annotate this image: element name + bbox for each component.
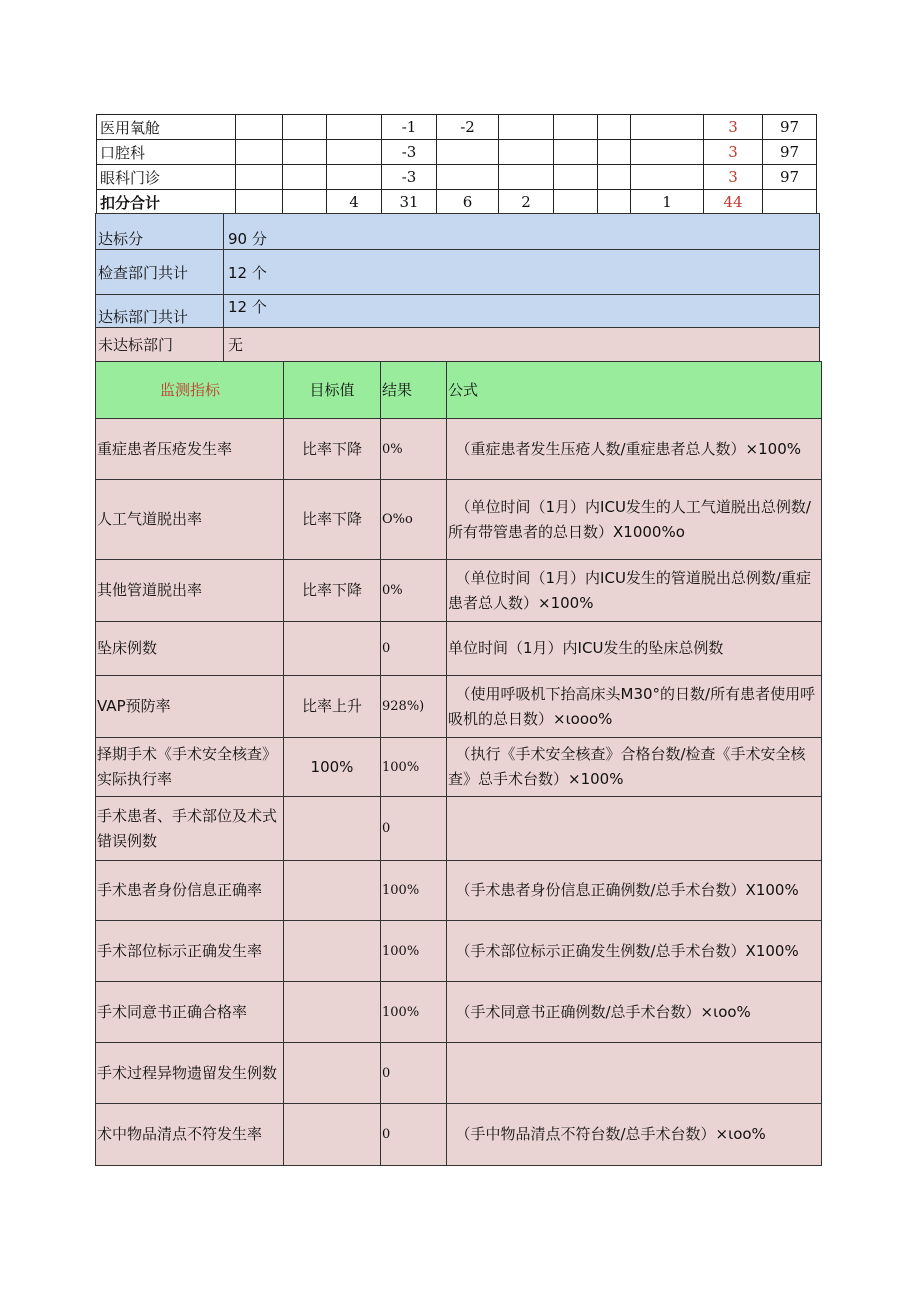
score-dept: 口腔科 (97, 140, 236, 165)
score-cell (631, 115, 704, 140)
indicator-row (96, 738, 822, 797)
indicator-row (96, 419, 822, 480)
indicator-row (96, 797, 822, 861)
score-cell (499, 115, 554, 140)
score-cell (236, 165, 283, 190)
score-cell: 2 (499, 190, 554, 215)
checked-dept-label: 检查部门共计 (96, 250, 224, 294)
score-dept: 眼科门诊 (97, 165, 236, 190)
indicator-formula: （手术患者身份信息正确例数/总手术台数）X100% (447, 861, 822, 921)
indicator-target (284, 797, 381, 861)
indicator-target: 比率下降 (284, 560, 381, 622)
score-cell (631, 165, 704, 190)
score-cell (327, 140, 382, 165)
indicator-result: 0 (381, 797, 447, 861)
pass-score-value: 90 分 (228, 230, 267, 248)
score-cell (283, 165, 327, 190)
header-indicator: 监测指标 (96, 362, 284, 419)
score-cell: 31 (382, 190, 437, 215)
score-cell (283, 115, 327, 140)
score-cell (499, 165, 554, 190)
indicator-result: 100% (381, 861, 447, 921)
indicator-row (96, 622, 822, 676)
score-cell: -2 (437, 115, 499, 140)
indicator-name: 坠床例数 (96, 622, 284, 676)
score-cell (554, 165, 598, 190)
score-cell (236, 190, 283, 215)
indicator-row (96, 1043, 822, 1104)
indicator-target: 100% (284, 738, 381, 797)
indicator-target: 比率下降 (284, 480, 381, 560)
score-cell: 97 (763, 115, 817, 140)
indicator-row (96, 861, 822, 921)
passed-dept-row (95, 294, 820, 328)
score-cell: 4 (327, 190, 382, 215)
score-cell (631, 140, 704, 165)
score-cell (598, 115, 631, 140)
indicator-result: 0 (381, 1104, 447, 1166)
score-row (97, 140, 817, 165)
pass-score-row (95, 213, 820, 250)
indicator-name: 其他管道脱出率 (96, 560, 284, 622)
indicator-name: 手术患者、手术部位及术式错误例数 (96, 797, 284, 861)
indicator-row (96, 676, 822, 738)
indicator-target (284, 1104, 381, 1166)
score-cell (437, 140, 499, 165)
indicator-target (284, 861, 381, 921)
indicator-name: 手术过程异物遗留发生例数 (96, 1043, 284, 1104)
indicator-name: 人工气道脱出率 (96, 480, 284, 560)
indicator-result: 100% (381, 738, 447, 797)
score-table (96, 114, 817, 215)
indicator-row (96, 480, 822, 560)
score-cell (554, 140, 598, 165)
indicator-name: 手术部位标示正确发生率 (96, 921, 284, 982)
indicator-formula: 单位时间（1月）内ICU发生的坠床总例数 (447, 622, 822, 676)
failed-dept-label: 未达标部门 (96, 328, 224, 361)
score-cell: -3 (382, 140, 437, 165)
score-dept: 扣分合计 (97, 190, 236, 215)
indicator-target (284, 982, 381, 1043)
score-cell (437, 165, 499, 190)
indicator-formula: （重症患者发生压疮人数/重症患者总人数）×100% (447, 419, 822, 480)
score-cell: 97 (763, 165, 817, 190)
indicator-target: 比率上升 (284, 676, 381, 738)
checked-dept-row (95, 249, 820, 295)
score-cell: 1 (631, 190, 704, 215)
failed-dept-value: 无 (228, 336, 244, 354)
checked-dept-value: 12 个 (228, 263, 267, 282)
score-row (97, 190, 817, 215)
score-row (97, 165, 817, 190)
score-cell (283, 190, 327, 215)
indicator-result: 0% (381, 419, 447, 480)
indicator-name: 手术同意书正确合格率 (96, 982, 284, 1043)
score-cell: 3 (704, 115, 763, 140)
indicator-row (96, 921, 822, 982)
indicator-formula: （单位时间（1月）内ICU发生的管道脱出总例数/重症患者总人数）×100% (447, 560, 822, 622)
score-cell (327, 115, 382, 140)
indicator-name: 手术患者身份信息正确率 (96, 861, 284, 921)
score-cell (554, 115, 598, 140)
indicator-target (284, 921, 381, 982)
indicator-formula (447, 1043, 822, 1104)
indicator-result: 100% (381, 982, 447, 1043)
indicator-formula: （手中物品清点不符台数/总手术台数）×ιoo% (447, 1104, 822, 1166)
score-cell (327, 165, 382, 190)
score-cell (598, 190, 631, 215)
passed-dept-value: 12 个 (228, 297, 267, 316)
indicator-table (95, 361, 822, 1166)
score-cell (236, 140, 283, 165)
indicator-row (96, 560, 822, 622)
pass-score-label: 达标分 (96, 214, 224, 249)
indicator-target (284, 622, 381, 676)
header-result: 结果 (381, 362, 447, 419)
indicator-formula: （手术同意书正确例数/总手术台数）×ιoo% (447, 982, 822, 1043)
indicator-header-row (96, 362, 822, 419)
indicator-result: 0 (381, 1043, 447, 1104)
score-cell: -3 (382, 165, 437, 190)
score-cell: 3 (704, 165, 763, 190)
score-cell (236, 115, 283, 140)
indicator-result: 928%) (381, 676, 447, 738)
score-cell (763, 190, 817, 215)
indicator-name: 重症患者压疮发生率 (96, 419, 284, 480)
indicator-name: 术中物品清点不符发生率 (96, 1104, 284, 1166)
indicator-name: VAP预防率 (96, 676, 284, 738)
indicator-name: 择期手术《手术安全核查》实际执行率 (96, 738, 284, 797)
indicator-result: 100% (381, 921, 447, 982)
indicator-target: 比率下降 (284, 419, 381, 480)
indicator-formula: （单位时间（1月）内ICU发生的人工气道脱出总例数/所有带管患者的总日数）X1000%o (447, 480, 822, 560)
header-formula: 公式 (447, 362, 822, 419)
score-cell (598, 140, 631, 165)
indicator-result: O%o (381, 480, 447, 560)
score-cell (554, 190, 598, 215)
indicator-row (96, 982, 822, 1043)
indicator-formula: （执行《手术安全核查》合格台数/检查《手术安全核查》总手术台数）×100% (447, 738, 822, 797)
passed-dept-label: 达标部门共计 (96, 295, 224, 327)
indicator-result: 0% (381, 560, 447, 622)
score-cell (283, 140, 327, 165)
indicator-formula (447, 797, 822, 861)
indicator-row (96, 1104, 822, 1166)
score-dept: 医用氧舱 (97, 115, 236, 140)
score-cell: -1 (382, 115, 437, 140)
score-cell: 6 (437, 190, 499, 215)
score-cell: 44 (704, 190, 763, 215)
score-cell (598, 165, 631, 190)
indicator-target (284, 1043, 381, 1104)
indicator-result: 0 (381, 622, 447, 676)
failed-dept-row (95, 327, 820, 362)
indicator-formula: （手术部位标示正确发生例数/总手术台数）X100% (447, 921, 822, 982)
indicator-formula: （使用呼吸机下抬高床头M30°的日数/所有患者使用呼吸机的总日数）×ιooo% (447, 676, 822, 738)
score-cell: 3 (704, 140, 763, 165)
score-row (97, 115, 817, 140)
header-target: 目标值 (284, 362, 381, 419)
score-cell (499, 140, 554, 165)
score-cell: 97 (763, 140, 817, 165)
